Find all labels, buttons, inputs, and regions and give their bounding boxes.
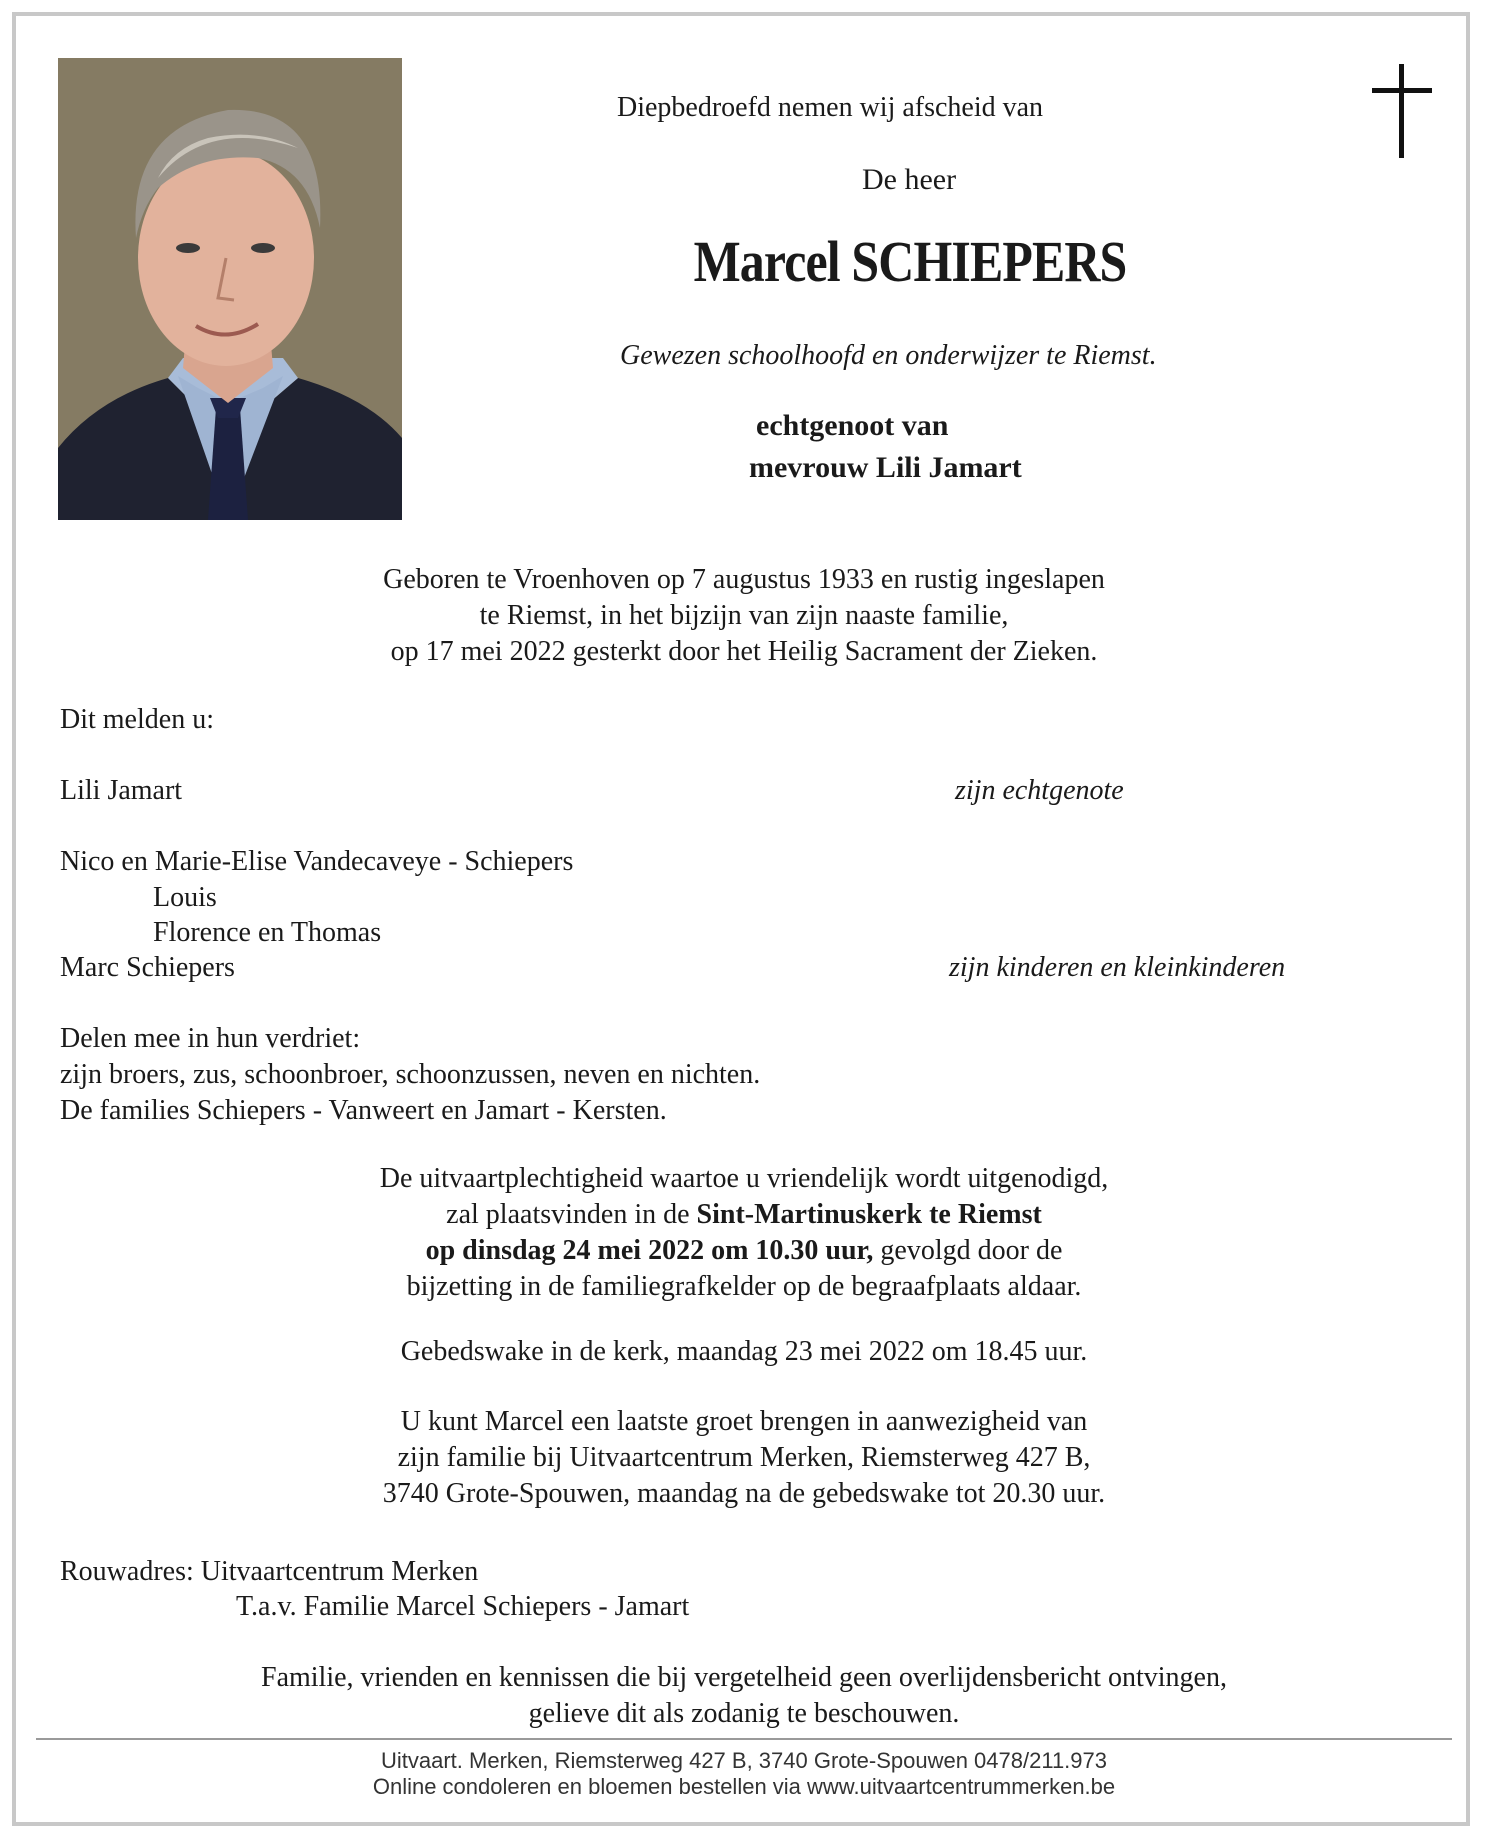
birth-line-3: op 17 mei 2022 gesterkt door het Heilig Sacrament der Zieken.: [390, 636, 1098, 667]
intro-text: Diepbedroefd nemen wij afscheid van: [617, 92, 1044, 123]
children-relation: zijn kinderen en kleinkinderen: [949, 952, 1286, 983]
mourning-address: Rouwadres: Uitvaartcentrum Merken: [60, 1556, 479, 1587]
vigil-text: Gebedswake in de kerk, maandag 23 mei 2022 om 18.45 uur.: [400, 1336, 1088, 1367]
ceremony-line-3-suffix: gevolgd door de: [873, 1235, 1063, 1266]
ceremony-date: op dinsdag 24 mei 2022 om 10.30 uur,: [425, 1235, 874, 1266]
salutation: De heer: [862, 163, 957, 196]
ceremony-line-2-prefix: zal plaatsvinden in de: [446, 1199, 697, 1230]
spouse-label: echtgenoot van: [756, 409, 949, 442]
sharing-line-2: zijn broers, zus, schoonbroer, schoonzussen, neven en nichten.: [60, 1059, 761, 1090]
closing-line-1: Familie, vrienden en kennissen die bij vergetelheid geen overlijdensbericht ontvingen,: [261, 1662, 1227, 1693]
spouse-relation: zijn echtgenote: [955, 775, 1124, 806]
farewell-line-2: zijn familie bij Uitvaartcentrum Merken, Riemsterweg 427 B,: [397, 1442, 1091, 1473]
portrait-photo: [58, 58, 402, 520]
birth-line-1: Geboren te Vroenhoven op 7 augustus 1933 en rustig ingeslapen: [383, 564, 1105, 595]
deceased-name: Marcel SCHIEPERS: [693, 229, 1127, 294]
child-2: Marc Schiepers: [60, 952, 235, 983]
farewell-line-3: 3740 Grote-Spouwen, maandag na de gebedswake tot 20.30 uur.: [382, 1478, 1106, 1509]
sharing-paragraph: [60, 1021, 760, 1129]
footer-divider: [36, 1738, 1452, 1740]
cross-icon: [1372, 64, 1432, 158]
ceremony-paragraph: [0, 1161, 1488, 1305]
farewell-paragraph: [0, 1404, 1488, 1512]
portrait-illustration: [58, 58, 402, 520]
child-1: Nico en Marie-Elise Vandecaveye - Schiepers: [60, 846, 574, 877]
announcers-intro: Dit melden u:: [60, 704, 214, 735]
occupation: Gewezen schoolhoofd en onderwijzer te Riemst.: [620, 340, 1157, 371]
ceremony-line-4: bijzetting in de familiegrafkelder op de begraafplaats aldaar.: [406, 1271, 1082, 1302]
closing-paragraph: [0, 1660, 1488, 1732]
footer: [0, 1748, 1488, 1800]
mourning-address-attention: T.a.v. Familie Marcel Schiepers - Jamart: [236, 1591, 690, 1622]
ceremony-line-1: De uitvaartplechtigheid waartoe u vriendelijk wordt uitgenodigd,: [379, 1163, 1109, 1194]
farewell-line-1: U kunt Marcel een laatste groet brengen in aanwezigheid van: [400, 1406, 1088, 1437]
ceremony-line-3: [0, 1233, 1488, 1269]
birth-paragraph: [0, 562, 1488, 670]
footer-line-1: Uitvaart. Merken, Riemsterweg 427 B, 3740 Grote-Spouwen 0478/211.973: [381, 1748, 1107, 1773]
sharing-line-1: Delen mee in hun verdriet:: [60, 1023, 361, 1054]
sharing-line-3: De families Schiepers - Vanweert en Jamart - Kersten.: [60, 1095, 667, 1126]
grandchild-1: Louis: [153, 882, 217, 913]
church-name: Sint-Martinuskerk te Riemst: [696, 1199, 1042, 1230]
ceremony-line-2: [0, 1197, 1488, 1233]
grandchild-2: Florence en Thomas: [153, 917, 382, 948]
spouse-name: mevrouw Lili Jamart: [749, 451, 1022, 484]
spouse-announcer: Lili Jamart: [60, 775, 183, 806]
closing-line-2: gelieve dit als zodanig te beschouwen.: [528, 1698, 960, 1729]
footer-line-2: Online condoleren en bloemen bestellen via www.uitvaartcentrummerken.be: [372, 1774, 1116, 1799]
birth-line-2: te Riemst, in het bijzijn van zijn naaste familie,: [479, 600, 1009, 631]
